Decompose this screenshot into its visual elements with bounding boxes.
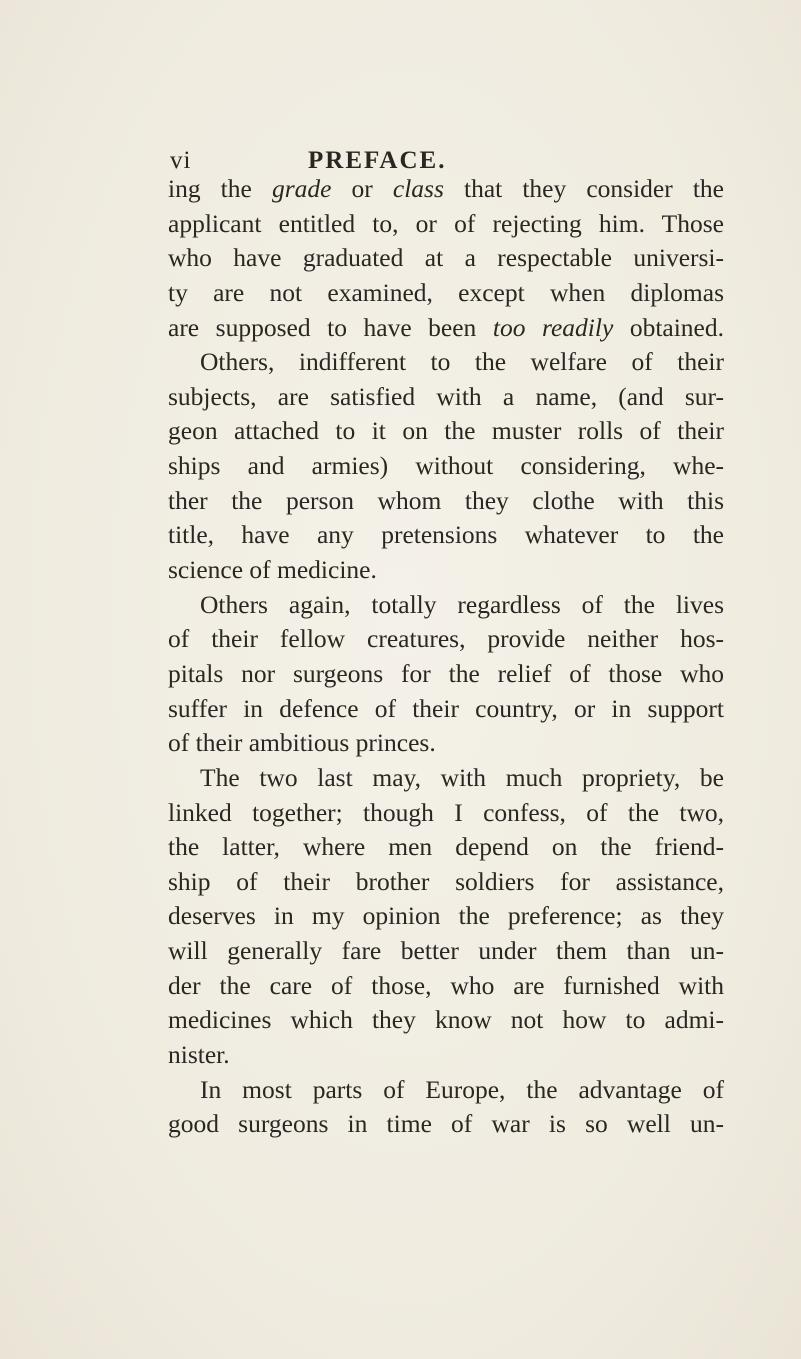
text-line: ing the grade or class that they consider the — [168, 174, 724, 203]
text-line: subjects, are satisfied with a name, (and sur- — [168, 381, 724, 411]
text-line: applicant entitled to, or of rejecting him. Those — [168, 208, 724, 238]
text-line: ships and armies) without considering, whe- — [168, 451, 724, 481]
text-line: ship of their brother soldiers for assistance, — [168, 866, 724, 896]
text-line: are supposed to have been too readily obtained. — [168, 312, 725, 342]
text-line: In most parts of Europe, the advantage of — [200, 1074, 724, 1104]
text-line: medicines which they know not how to admi- — [168, 1005, 724, 1035]
text-line: of their ambitious princes. — [168, 728, 436, 758]
text-line: The two last may, with much propriety, be — [200, 762, 724, 792]
text-line: good surgeons in time of war is so well un- — [168, 1109, 724, 1139]
text-line: the latter, where men depend on the friend- — [168, 832, 724, 862]
text-line: of their fellow creatures, provide neither hos- — [168, 624, 724, 654]
running-title: PREFACE. — [308, 147, 447, 174]
text-line: pitals nor surgeons for the relief of those who — [168, 658, 724, 688]
text-line: will generally fare better under them than un- — [168, 936, 724, 966]
text-line: geon attached to it on the muster rolls of their — [168, 416, 724, 446]
text-line: Others, indifferent to the welfare of their — [200, 347, 724, 377]
text-line: nister. — [168, 1040, 230, 1070]
text-line: suffer in defence of their country, or in support — [168, 693, 724, 723]
text-line: linked together; though I confess, of the two, — [168, 797, 724, 827]
text-line: who have graduated at a respectable universi- — [168, 243, 724, 273]
text-line: title, have any pretensions whatever to the — [168, 520, 724, 550]
text-line: deserves in my opinion the preference; as they — [168, 901, 724, 931]
text-line: der the care of those, who are furnished with — [168, 970, 724, 1000]
text-line: science of medicine. — [168, 555, 377, 585]
page-number: vi — [170, 147, 192, 174]
text-line: ty are not examined, except when diplomas — [168, 277, 724, 307]
text-line: ther the person whom they clothe with this — [168, 485, 724, 515]
body-text — [168, 172, 724, 1142]
text-line: Others again, totally regardless of the lives — [200, 589, 724, 619]
